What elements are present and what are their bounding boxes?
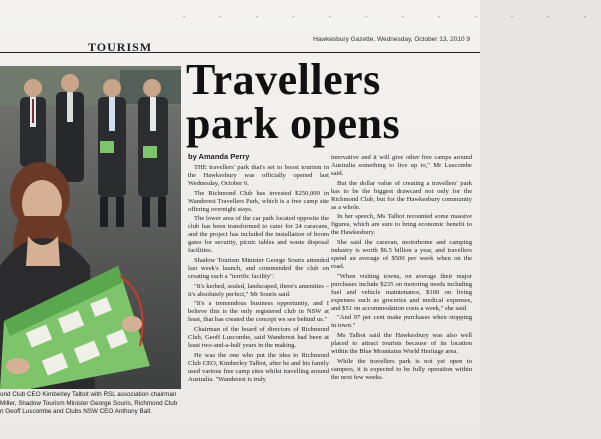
- paragraph: The Richmond Club has invested $250,000 in Wanderest Travellers Park, which is a free camp site offering overnight stays.: [188, 189, 329, 213]
- paragraph: "When visiting towns, on average their major purchases include $235 on motoring needs including fuel and vehicle maintenance, $160 on living expenses such as groceries and medical expenses, and $51 on accommodation costs a week," she said.: [331, 272, 472, 312]
- section-label: TOURISM: [88, 40, 153, 54]
- article-photo: [0, 66, 181, 389]
- headline-line: park opens: [186, 99, 401, 148]
- byline: by Amanda Perry: [188, 152, 250, 161]
- fold-perforation: - - - - - - - - - - - -: [182, 13, 601, 21]
- paragraph: She said the caravan, motorhome and camping industry is worth $6.5 billion a year, and travellers spend an average of $500 per week when on the road.: [331, 238, 472, 271]
- photo-illustration: [0, 66, 181, 389]
- paragraph: Shadow Tourism Minister George Souris attended last week's launch, and commended the club on creating such a "terrific facility".: [188, 257, 329, 281]
- paragraph: Chairman of the board of directors of Richmond Club, Geoff Luscombe, said Wanderest had been at least two-and-a-half years in the making.: [188, 325, 329, 349]
- paragraph: While the travellers park is not yet open to campers, it is expected to be fully operation within the next few weeks.: [331, 357, 472, 381]
- paragraph: "It's kerbed, sealed, landscaped, there's amenities – it's absolutely perfect," Mr Souris said.: [188, 282, 329, 298]
- paragraph: "And 97 per cent make purchases when stopping in town.": [331, 314, 472, 330]
- paragraph: Ms Talbot said the Hawkesbury was also well placed to attract tourists because of its location within the Blue Mountains World Heritage area.: [331, 331, 472, 356]
- photo-caption: [0, 391, 181, 439]
- caption-line: n Geoff Luscombe and Clubs NSW CEO Anthony Ball.: [0, 408, 152, 416]
- headline-line: Travellers: [186, 55, 381, 104]
- paragraph: The lower area of the car park located opposite the club has been transformed to cater for 24 caravans, and the project has included the installation of boom gates for security, picnic tables and waste disposal facilities.: [188, 215, 329, 255]
- page-folio: Hawkesbury Gazette, Wednesday, October 13, 2010 9: [313, 36, 470, 43]
- caption-line: Miller, Shadow Tourism Minister George Souris, Richmond Club: [0, 399, 178, 407]
- headline: [186, 55, 476, 148]
- article-column-1: [188, 164, 329, 439]
- paragraph: In her speech, Ms Talbot recounted some massive figures, which are sure to bring economic benefit to the Hawkesbury.: [331, 213, 472, 237]
- caption-line: ond Club CEO Kimberley Talbot with RSL association chairman: [0, 391, 177, 398]
- paragraph: But the dollar value of creating a travellers' park has to be the biggest drawcard not only for the Richmond Club, but for the Hawkesbury community as a whole.: [331, 179, 472, 211]
- paragraph: He was the one who put the idea to Richmond Club CEO, Kimberley Talbot, after he and his family used various free camp sites whilst travelling around Australia. "Wanderest is truly: [188, 351, 329, 383]
- paragraph: THE travellers' park that's set to boost tourism in the Hawkesbury was officially opened last Wednesday, October 6.: [188, 164, 329, 188]
- paragraph: innovative and it will give other free camps around Australia something to live up to," Mr Luscombe said.: [331, 154, 472, 178]
- article-column-2: [331, 154, 472, 439]
- section-rule: [0, 52, 480, 53]
- paragraph: "It's a tremendous business opportunity, and I believe this is the only registered club in NSW at least, that has created the concept we see behind us.": [188, 300, 329, 324]
